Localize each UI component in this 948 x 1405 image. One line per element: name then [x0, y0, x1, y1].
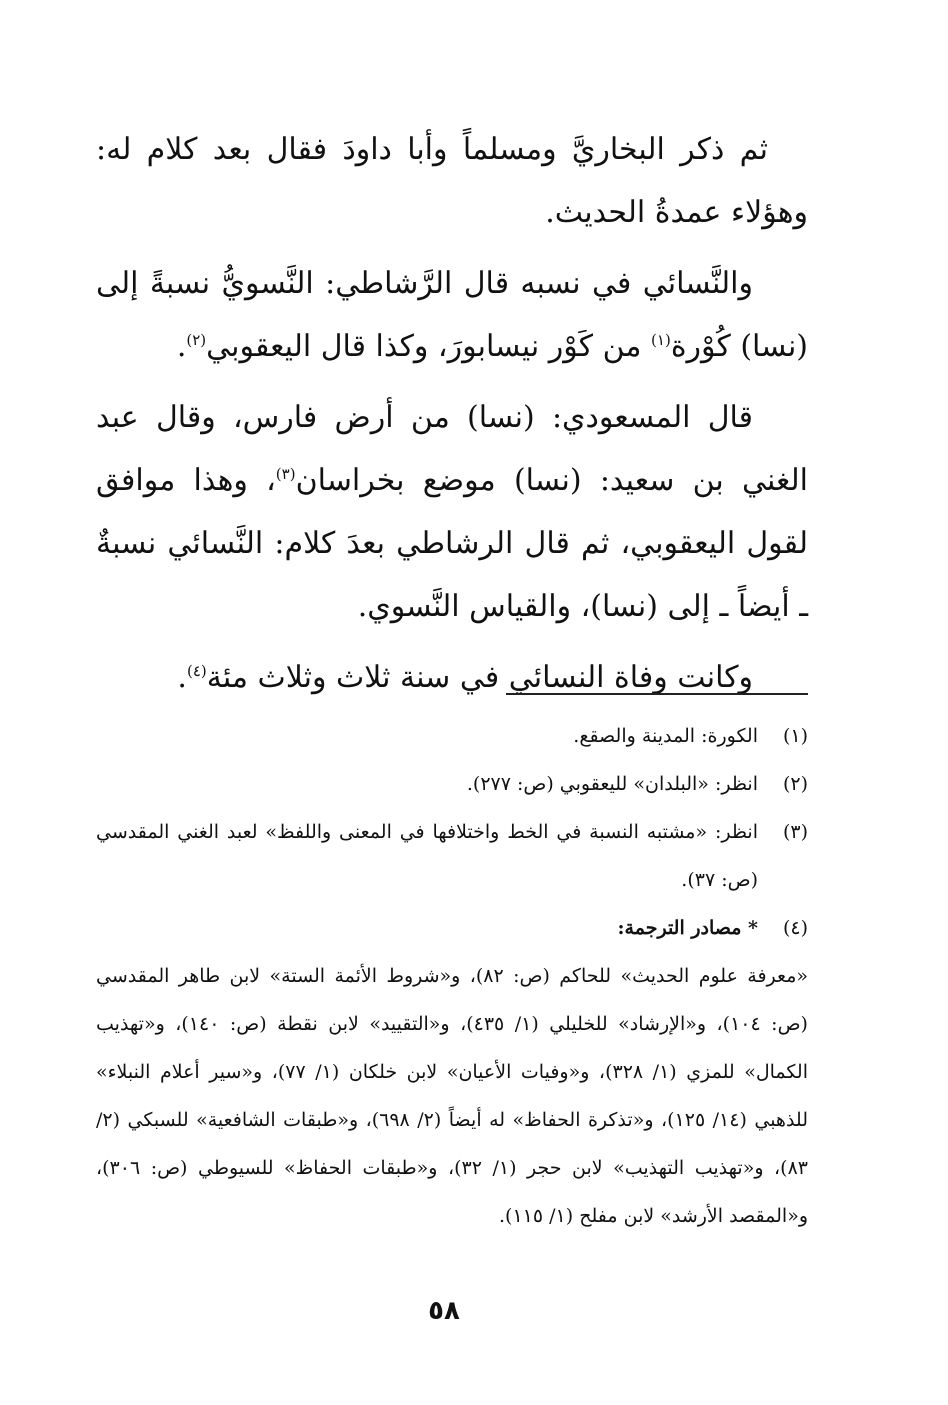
- paragraph-text: .: [177, 660, 187, 695]
- footnotes: [96, 712, 808, 1240]
- footnote-item-3: [96, 808, 808, 904]
- paragraph-text: وكانت وفاة النسائي في سنة ثلاث وثلاث مئة: [206, 660, 753, 695]
- paragraph-text: قال المسعودي: (نسا) من أرض فارس، وقال عبد الغني بن سعيد: (نسا) موضع بخراسان: [96, 400, 808, 498]
- footnote-text: انظر: «البلدان» لليعقوبي (ص: ٢٧٧).: [466, 773, 758, 795]
- paragraph-2: [96, 252, 808, 378]
- footnote-number: (٤): [782, 917, 808, 939]
- footnote-item-1: [96, 712, 808, 760]
- footnote-ref-2[interactable]: (٢): [186, 331, 207, 349]
- paragraph-text: والنَّسائي في نسبه قال الرَّشاطي: النَّسويُّ نسبةً إلى (نسا) كُوْرة: [96, 266, 808, 364]
- paragraph-4: [96, 646, 808, 709]
- footnote-item-2: [96, 760, 808, 808]
- footnote-text: انظر: «مشتبه النسبة في الخط واختلافها في المعنى واللفظ» لعبد الغني المقدسي (ص: ٣٧).: [96, 821, 758, 891]
- footnote-ref-3[interactable]: (٣): [275, 465, 296, 483]
- page-number: ٥٨: [428, 1296, 460, 1326]
- paragraph-3: [96, 386, 808, 638]
- footnote-number: (٢): [782, 773, 808, 795]
- footnote-ref-1[interactable]: (١): [651, 331, 671, 349]
- footnote-number: (١): [782, 725, 808, 747]
- main-text: [96, 118, 808, 717]
- footnote-ref-4[interactable]: (٤): [186, 662, 207, 680]
- paragraph-1: [96, 118, 808, 244]
- paragraph-text: ، وهذا موافق لقول اليعقوبي، ثم قال الرشاطي بعدَ كلام: النَّسائي نسبةٌ ـ أيضاً ـ إلى (نسا)، والقياس النَّسوي.: [96, 463, 808, 624]
- footnote-heading: * مصادر الترجمة:: [617, 917, 758, 939]
- paragraph-text: ثم ذكر البخاريَّ ومسلماً وأبا داودَ فقال بعد كلام له: وهؤلاء عمدةُ الحديث.: [96, 132, 808, 230]
- footnote-text: الكورة: المدينة والصقع.: [573, 725, 758, 747]
- footnote-number: (٣): [782, 821, 808, 843]
- footnote-divider: [506, 693, 808, 695]
- sources-list: «معرفة علوم الحديث» للحاكم (ص: ٨٢)، و«شروط الأئمة الستة» لابن طاهر المقدسي (ص: ١٠٤)، و«الإرشاد» للخليلي (١/ ٤٣٥)، و«التقييد» لابن نقطة (ص: ١٤٠)، و«تهذيب الكمال» للمزي (١/ ٣٢٨)، و«وفيات الأعيان» لابن خلكان (١/ ٧٧)، و«سير أعلام النبلاء» للذهبي (١٤/ ١٢٥)، و«تذكرة الحفاظ» له أيضاً (٢/ ٦٩٨)، و«طبقات الشافعية» للسبكي (٢/ ٨٣)، و«تهذيب التهذيب» لابن حجر (١/ ٣٢)، و«طبقات الحفاظ» للسيوطي (ص: ٣٠٦)، و«المقصد الأرشد» لابن مفلح (١/ ١١٥).: [96, 965, 809, 1227]
- footnote-item-4: [96, 904, 808, 952]
- paragraph-text: من كَوْر نيسابورَ، وكذا قال اليعقوبي: [206, 329, 652, 364]
- paragraph-text: .: [176, 329, 187, 364]
